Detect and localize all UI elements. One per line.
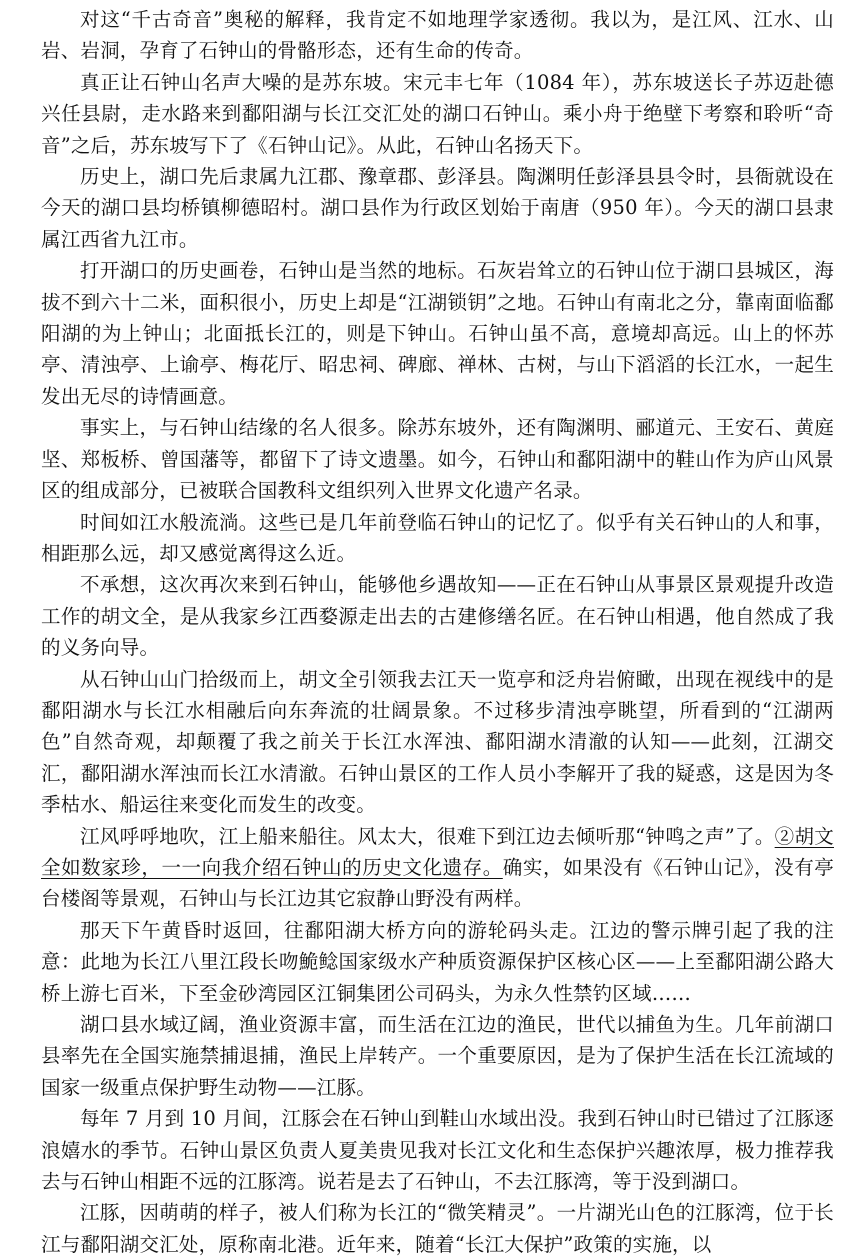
paragraph-text: 每年 7 月到 10 月间，江豚会在石钟山到鞋山水域出没。我到石钟山时已错过了江豚逐浪嬉水的季节。石钟山景区负责人夏美贵见我对长江文化和生态保护兴趣浓厚，极力推荐我去与石钟山相距不远的江豚湾。说若是去了石钟山，不去江豚湾，等于没到湖口。	[41, 1107, 834, 1194]
paragraph-text: 历史上，湖口先后隶属九江郡、豫章郡、彭泽县。陶渊明任彭泽县县令时，县衙就设在今天的湖口县均桥镇柳德昭村。湖口县作为行政区划始于南唐（950 年）。今天的湖口县隶属江西省九江市。	[41, 165, 834, 251]
underlined-sentence-2: ②胡文全如数家珍，一一向我介绍石钟山的历史文化遗存。	[41, 824, 834, 879]
paragraph-4	[41, 255, 834, 412]
paragraph-13	[41, 1197, 834, 1260]
paragraph-text: 江风呼呼地吹，江上船来船往。风太大，很难下到江边去倾听那“钟鸣之声”了。	[80, 824, 775, 848]
paragraph-12	[41, 1103, 834, 1197]
paragraph-1	[41, 4, 834, 67]
paragraph-2	[41, 67, 834, 161]
paragraph-3	[41, 161, 834, 255]
paragraph-text: 真正让石钟山名声大噪的是苏东坡。宋元丰七年（1084 年），苏东坡送长子苏迈赴德兴任县尉，走水路来到鄱阳湖与长江交汇处的湖口石钟山。乘小舟于绝壁下考察和聆听“奇音”之后，苏东坡写下了《石钟山记》。从此，石钟山名扬天下。	[41, 70, 834, 157]
paragraph-text: 湖口县水域辽阔，渔业资源丰富，而生活在江边的渔民，世代以捕鱼为生。几年前湖口县率先在全国实施禁捕退捕，渔民上岸转产。一个重要原因，是为了保护生活在长江流域的国家一级重点保护野生动物——江豚。	[41, 1013, 834, 1099]
paragraph-text: 那天下午黄昏时返回，往鄱阳湖大桥方向的游轮码头走。江边的警示牌引起了我的注意：此地为长江八里江段长吻鮠鲶国家级水产种质资源保护区核心区——上至鄱阳湖公路大桥上游七百米，下至金砂湾园区江铜集团公司码头，为永久性禁钓区域……	[41, 918, 834, 1005]
paragraph-text: 不承想，这次再次来到石钟山，能够他乡遇故知——正在石钟山从事景区景观提升改造工作的胡文全，是从我家乡江西婺源走出去的古建修缮名匠。在石钟山相遇，他自然成了我的义务向导。	[41, 573, 834, 660]
paragraph-7	[41, 569, 834, 663]
paragraph-6	[41, 507, 834, 570]
paragraph-text: 打开湖口的历史画卷，石钟山是当然的地标。石灰岩耸立的石钟山位于湖口县城区，海拔不到六十二米，面积很小，历史上却是“江湖锁钥”之地。石钟山有南北之分，靠南面临鄱阳湖的为上钟山；北面抵长江的，则是下钟山。石钟山虽不高，意境却高远。山上的怀苏亭、清浊亭、上谕亭、梅花厅、昭忠祠、碑廊、禅林、古树，与山下滔滔的长江水，一起生发出无尽的诗情画意。	[41, 259, 834, 408]
paragraph-text: 时间如江水般流淌。这些已是几年前登临石钟山的记忆了。似乎有关石钟山的人和事，相距那么远，却又感觉离得这么近。	[41, 510, 834, 565]
paragraph-text: 对这“千古奇音”奥秘的解释，我肯定不如地理学家透彻。我以为，是江风、江水、山岩、岩洞，孕育了石钟山的骨骼形态，还有生命的传奇。	[41, 8, 834, 63]
paragraph-8	[41, 664, 834, 821]
paragraph-text-continued: 确实，如果没有《石钟山记》，没有亭台楼阁等景观，石钟山与长江边其它寂静山野没有两样。	[41, 855, 834, 911]
paragraph-11	[41, 1009, 834, 1103]
paragraph-10	[41, 915, 834, 1009]
paragraph-5	[41, 412, 834, 506]
paragraph-text: 事实上，与石钟山结缘的名人很多。除苏东坡外，还有陶渊明、郦道元、王安石、黄庭坚、郑板桥、曾国藩等，都留下了诗文遗墨。如今，石钟山和鄱阳湖中的鞋山作为庐山风景区的组成部分，已被联合国教科文组织列入世界文化遗产名录。	[41, 416, 834, 503]
paragraph-text: 江豚，因萌萌的样子，被人们称为长江的“微笑精灵”。一片湖光山色的江豚湾，位于长江与鄱阳湖交汇处，原称南北港。近年来，随着“长江大保护”政策的实施，以	[41, 1201, 834, 1256]
paragraph-text: 从石钟山山门拾级而上，胡文全引领我去江天一览亭和泛舟岩俯瞰，出现在视线中的是鄱阳湖水与长江水相融后向东奔流的壮阔景象。不过移步清浊亭眺望，所看到的“江湖两色”自然奇观，却颠覆了我之前关于长江水浑浊、鄱阳湖水清澈的认知——此刻，江湖交汇，鄱阳湖水浑浊而长江水清澈。石钟山景区的工作人员小李解开了我的疑惑，这是因为冬季枯水、船运往来变化而发生的改变。	[41, 667, 834, 817]
paragraph-9	[41, 821, 834, 915]
